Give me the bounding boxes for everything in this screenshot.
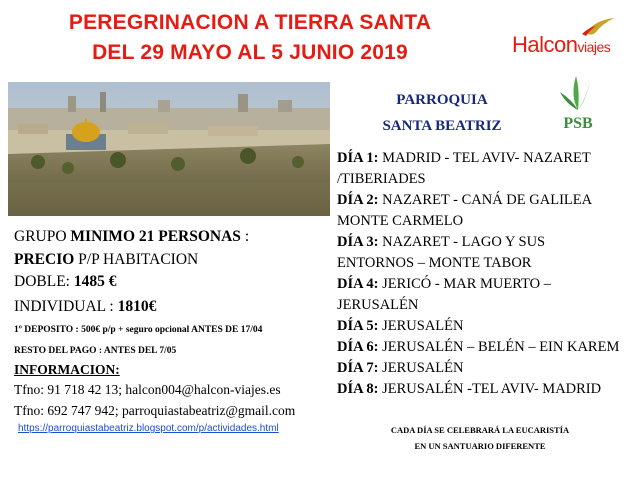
title-line-2: DEL 29 MAYO AL 5 JUNIO 2019 xyxy=(92,41,408,64)
halcon-logo-sub: viajes xyxy=(577,39,611,55)
blog-link[interactable]: https://parroquiastabeatriz.blogspot.com/p/actividades.html xyxy=(18,423,279,434)
parroquia-line-1: PARROQUIA xyxy=(396,92,488,108)
itinerary-line: DÍA 2: NAZARET - CANÁ DE GALILEA xyxy=(337,192,593,208)
itinerary-line: DÍA 6: JERUSALÉN – BELÉN – EIN KAREM xyxy=(337,339,620,355)
halcon-viajes-logo xyxy=(512,18,632,62)
grupo-line: GRUPO MINIMO 21 PERSONAS : xyxy=(14,228,250,245)
itinerary-line: DÍA 3: NAZARET - LAGO Y SUS xyxy=(337,234,546,250)
informacion-heading: INFORMACION: xyxy=(14,362,120,377)
halcon-logo-text xyxy=(512,32,610,58)
individual-price: INDIVIDUAL : 1810€ xyxy=(14,298,157,315)
itinerary-line: DÍA 8: JERUSALÉN -TEL AVIV- MADRID xyxy=(337,381,602,397)
precio-line: PRECIO P/P HABITACION xyxy=(14,251,199,268)
deposito-line: 1º DEPOSITO : 500€ p/p + seguro opcional ANTES DE 17/04 xyxy=(14,325,263,335)
itinerary-line: JERUSALÉN xyxy=(337,297,419,313)
resto-line: RESTO DEL PAGO : ANTES DEL 7/05 xyxy=(14,346,177,356)
psb-logo xyxy=(556,70,600,132)
itinerary-line: DÍA 5: JERUSALÉN xyxy=(337,318,464,334)
contact-phone-1: Tfno: 91 718 42 13; halcon004@halcon-viajes.es xyxy=(14,382,281,397)
itinerary-line: /TIBERIADES xyxy=(337,171,426,187)
halcon-logo-main: Halcon xyxy=(512,32,578,57)
eucaristia-note-line-1: CADA DÍA SE CELEBRARÁ LA EUCARISTÍA xyxy=(390,425,570,435)
title-line-1: PEREGRINACION A TIERRA SANTA xyxy=(68,11,432,34)
psb-logo-text: PSB xyxy=(563,115,593,132)
itinerary-line: ENTORNOS – MONTE TABOR xyxy=(337,255,532,271)
itinerary-line: MONTE CARMELO xyxy=(337,213,464,229)
itinerary-line: DÍA 7: JERUSALÉN xyxy=(337,360,464,376)
jerusalem-photo xyxy=(8,82,330,216)
itinerary-line: DÍA 1: MADRID - TEL AVIV- NAZARET xyxy=(337,150,591,166)
doble-price: DOBLE: 1485 € xyxy=(14,273,117,290)
itinerary-line: DÍA 4: JERICÓ - MAR MUERTO – xyxy=(337,276,551,292)
parroquia-line-2: SANTA BEATRIZ xyxy=(382,118,502,134)
itinerary-list xyxy=(337,148,637,400)
eucaristia-note-line-2: EN UN SANTUARIO DIFERENTE xyxy=(414,441,546,451)
contact-phone-2: Tfno: 692 747 942; parroquiastabeatriz@gmail.com xyxy=(14,403,296,418)
